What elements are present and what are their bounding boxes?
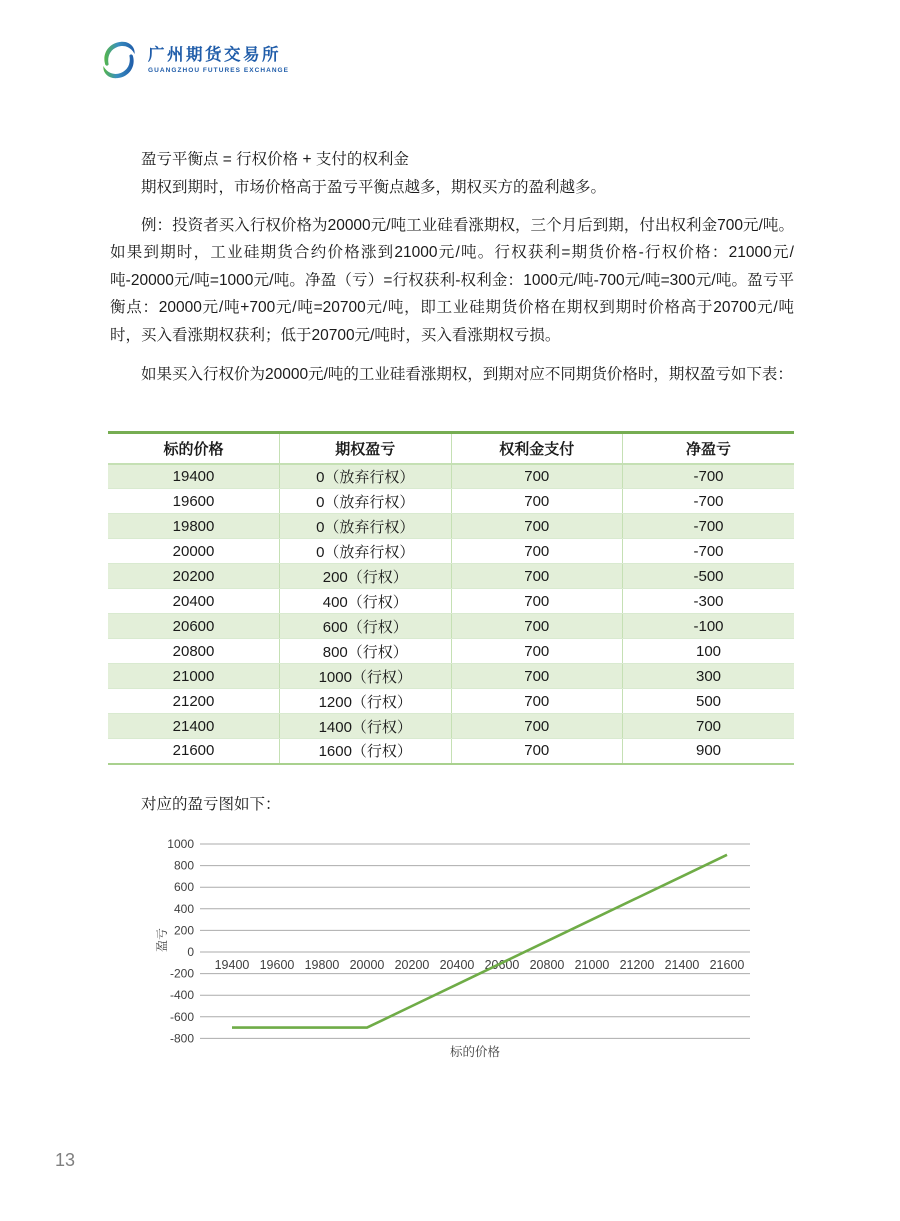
table-row [108,639,794,664]
cell: 700 [451,539,623,564]
svg-text:20400: 20400 [439,958,475,972]
table-row [108,539,794,564]
table-row [108,689,794,714]
cell: 0（放弃行权） [280,539,452,564]
svg-text:200: 200 [173,923,194,938]
svg-text:21200: 21200 [619,958,655,972]
cell: 700 [451,489,623,514]
svg-text:19600: 19600 [259,958,295,972]
cell: 21000 [108,664,280,689]
paragraph-example: 例：投资者买入行权价格为20000元/吨工业硅看涨期权，三个月后到期，付出权利金700元/吨。如果到期时，工业硅期货合约价格涨到21000元/吨。行权获利=期货价格-行权价格：21000元/吨-20000元/吨=1000元/吨。净盈（亏）=行权获利-权利金：1000元/吨-700元/吨=300元/吨。盈亏平衡点：20000元/吨+700元/吨=20700元/吨，即工业硅期货价格在期权到期时价格高于20700元/吨时，买入看涨期权获利；低于20700元/吨时，买入看涨期权亏损。 [110,217,794,344]
logo-name-en: GUANGZHOU FUTURES EXCHANGE [148,67,290,75]
table-row [108,664,794,689]
chart-gridlines [200,844,750,1038]
cell: 600（行权） [280,614,452,639]
table-row [108,589,794,614]
chart-y-tick-labels [167,837,194,1045]
col-header-option-pnl: 期权盈亏 [280,433,452,464]
svg-text:19400: 19400 [214,958,250,972]
cell: -700 [623,489,795,514]
table-row [108,464,794,489]
svg-text:400: 400 [173,901,194,916]
table-row [108,564,794,589]
paragraph-table-intro: 如果买入行权价为20000元/吨的工业硅看涨期权，到期对应不同期货价格时，期权盈亏如下表： [141,366,793,383]
cell: 20200 [108,564,280,589]
cell: 20000 [108,539,280,564]
cell: 20400 [108,589,280,614]
gfex-logo-icon [100,36,138,84]
svg-text:-400: -400 [169,988,194,1003]
table-header-row [108,433,794,464]
cell: -500 [623,564,795,589]
svg-text:800: 800 [173,858,194,873]
cell: 900 [623,739,795,764]
gfex-logo [100,36,289,84]
cell: 800（行权） [280,639,452,664]
cell: 19800 [108,514,280,539]
svg-text:-800: -800 [169,1031,194,1046]
chart-y-axis-title: 盈亏 [155,927,169,953]
svg-text:21400: 21400 [664,958,700,972]
svg-text:19800: 19800 [304,958,340,972]
table-row [108,714,794,739]
cell: 1400（行权） [280,714,452,739]
cell: 300 [623,664,795,689]
cell: -300 [623,589,795,614]
cell: -100 [623,614,795,639]
svg-text:-200: -200 [169,966,194,981]
svg-text:21000: 21000 [574,958,610,972]
cell: 1600（行权） [280,739,452,764]
col-header-net-pnl: 净盈亏 [623,433,795,464]
svg-text:20800: 20800 [529,958,565,972]
cell: -700 [623,539,795,564]
svg-text:600: 600 [173,880,194,895]
cell: 20600 [108,614,280,639]
col-header-underlying-price: 标的价格 [108,433,280,464]
cell: 700 [451,664,623,689]
svg-text:-600: -600 [169,1009,194,1024]
cell: -700 [623,464,795,489]
cell: 400（行权） [280,589,452,614]
cell: 700 [451,714,623,739]
table-row [108,739,794,764]
svg-text:20000: 20000 [349,958,385,972]
cell: 700 [451,639,623,664]
svg-text:1000: 1000 [167,837,194,851]
cell: 700 [451,689,623,714]
chart-series-line [232,855,727,1028]
svg-text:20600: 20600 [484,958,520,972]
cell: 21400 [108,714,280,739]
pnl-table [108,431,794,765]
table-row [108,514,794,539]
paragraph-expiry-note: 期权到期时，市场价格高于盈亏平衡点越多，期权买方的盈利越多。 [141,179,607,196]
cell: 20800 [108,639,280,664]
pnl-chart [150,835,770,1065]
cell: 700 [451,564,623,589]
cell: 700 [451,464,623,489]
logo-name-cn: 广州期货交易所 [148,45,281,64]
cell: 500 [623,689,795,714]
pnl-table-body [108,464,794,764]
cell: 700 [451,614,623,639]
chart-x-axis-title: 标的价格 [449,1045,501,1059]
svg-text:21600: 21600 [709,958,745,972]
gfex-logo-text [148,46,289,74]
svg-text:20200: 20200 [394,958,430,972]
cell: 21200 [108,689,280,714]
pnl-chart-svg [150,835,770,1065]
table-row [108,489,794,514]
cell: 100 [623,639,795,664]
cell: 21600 [172,742,215,760]
cell: 1000（行权） [280,664,452,689]
cell: 700 [623,714,795,739]
cell: 0（放弃行权） [280,514,452,539]
cell: 700 [451,589,623,614]
cell: 19600 [108,489,280,514]
svg-text:0: 0 [187,945,194,959]
paragraph-breakeven-formula: 盈亏平衡点 = 行权价格 + 支付的权利金 [141,151,409,168]
cell: -700 [623,514,795,539]
cell: 0（放弃行权） [280,489,452,514]
chart-caption: 对应的盈亏图如下： [141,796,281,813]
cell: 700 [451,514,623,539]
cell: 0（放弃行权） [280,464,452,489]
cell: 200（行权） [280,564,452,589]
cell: 700 [451,739,623,764]
pnl-table-header [108,433,794,464]
col-header-premium-paid: 权利金支付 [451,433,623,464]
page-number: 13 [55,1150,76,1170]
cell: 19400 [108,464,280,489]
table-row [108,614,794,639]
chart-x-tick-labels [215,958,745,972]
cell: 1200（行权） [280,689,452,714]
